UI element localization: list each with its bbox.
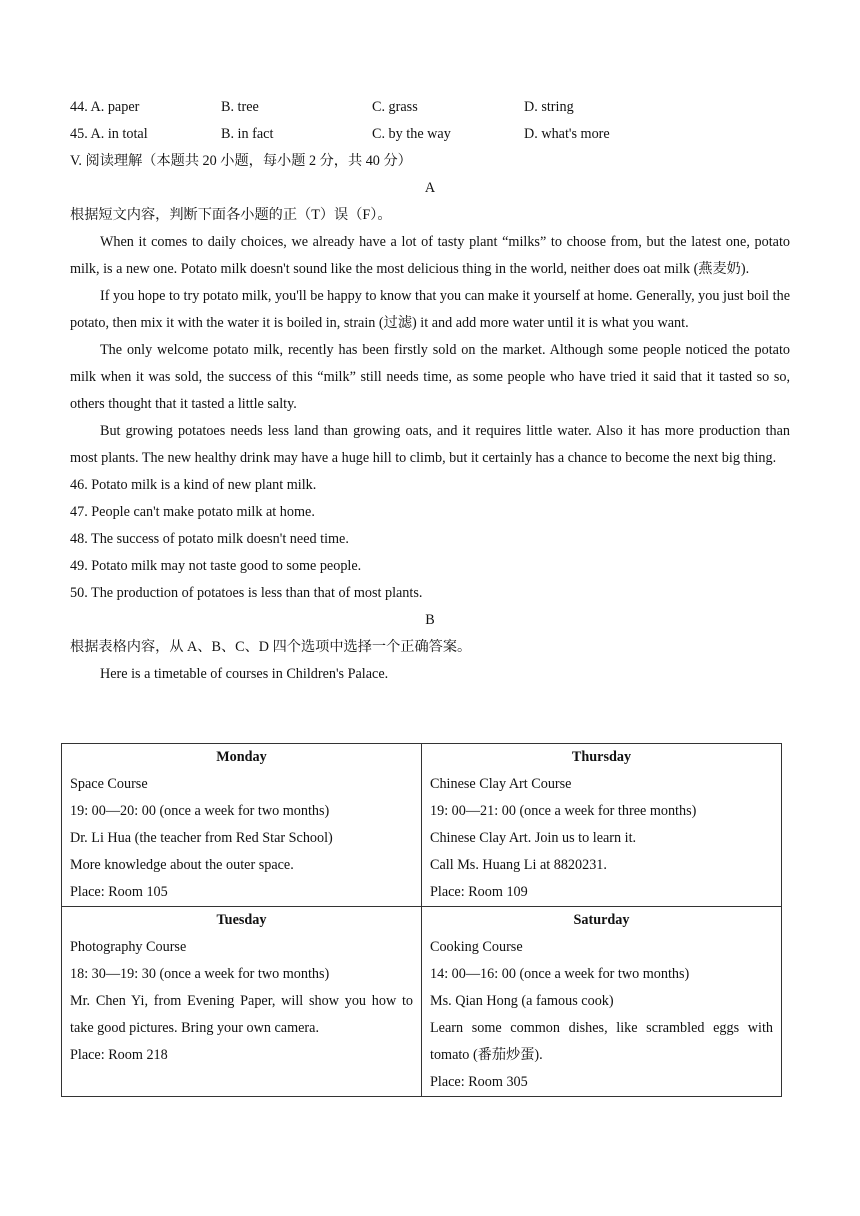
exam-page bbox=[70, 94, 790, 688]
course-name: Chinese Clay Art Course bbox=[430, 776, 572, 792]
option-b: B. in fact bbox=[221, 126, 274, 142]
option-c: C. grass bbox=[372, 99, 418, 115]
passage-paragraph: If you hope to try potato milk, you'll be happy to know that you can make it yourself at home. Generally, you just boil the potato, then mix it with the water it is boiled in, strain (过滤) it and add more water until it is what you want. bbox=[70, 288, 790, 331]
course-contact: Call Ms. Huang Li at 8820231. bbox=[430, 857, 607, 873]
course-time: 18: 30—19: 30 (once a week for two months) bbox=[70, 966, 330, 982]
course-description: Chinese Clay Art. Join us to learn it. bbox=[430, 830, 637, 846]
course-place: Place: Room 105 bbox=[70, 884, 168, 900]
passage-paragraph: When it comes to daily choices, we already have a lot of tasty plant “milks” to choose from, but the latest one, potato milk, is a new one. Potato milk doesn't sound like the most delicious thing in the world, neither does oat milk (燕麦奶). bbox=[70, 234, 790, 277]
day-heading: Monday bbox=[216, 749, 267, 765]
day-heading: Tuesday bbox=[216, 912, 267, 928]
part-b-instruction: 根据表格内容，从 A、B、C、D 四个选项中选择一个正确答案。 bbox=[70, 639, 472, 655]
course-name: Space Course bbox=[70, 776, 148, 792]
course-place: Place: Room 109 bbox=[430, 884, 528, 900]
question-49: 49. Potato milk may not taste good to some people. bbox=[70, 558, 362, 574]
option-d: D. string bbox=[524, 99, 574, 115]
course-place: Place: Room 305 bbox=[430, 1074, 528, 1090]
tuesday-cell bbox=[62, 907, 422, 1097]
section-title: V. 阅读理解（本题共 20 小题，每小题 2 分，共 40 分） bbox=[70, 153, 412, 169]
question-48: 48. The success of potato milk doesn't need time. bbox=[70, 531, 349, 547]
part-b-label: B bbox=[425, 612, 435, 628]
course-name: Cooking Course bbox=[430, 939, 523, 955]
question-44-options bbox=[70, 94, 790, 121]
course-place: Place: Room 218 bbox=[70, 1047, 168, 1063]
course-description: Mr. Chen Yi, from Evening Paper, will show you how to take good pictures. Bring your own camera. bbox=[70, 993, 413, 1036]
option-a: 45. A. in total bbox=[70, 126, 148, 142]
saturday-cell bbox=[422, 907, 782, 1097]
option-d: D. what's more bbox=[524, 126, 610, 142]
passage-paragraph: But growing potatoes needs less land than growing oats, and it requires little water. Also it has more production than most plants. The new healthy drink may have a huge hill to climb, but it certainly has a chance to become the next big thing. bbox=[70, 423, 790, 466]
course-timetable bbox=[61, 743, 782, 1097]
course-description: Learn some common dishes, like scrambled eggs with tomato (番茄炒蛋). bbox=[430, 1020, 773, 1063]
question-45-options bbox=[70, 121, 790, 148]
course-name: Photography Course bbox=[70, 939, 187, 955]
question-50: 50. The production of potatoes is less than that of most plants. bbox=[70, 585, 423, 601]
part-a-label: A bbox=[424, 180, 436, 196]
course-time: 14: 00—16: 00 (once a week for two months) bbox=[430, 966, 690, 982]
option-b: B. tree bbox=[221, 99, 259, 115]
part-a-instruction: 根据短文内容，判断下面各小题的正（T）误（F）。 bbox=[70, 207, 392, 223]
day-heading: Saturday bbox=[573, 912, 630, 928]
day-heading: Thursday bbox=[571, 749, 632, 765]
course-teacher: Dr. Li Hua (the teacher from Red Star School) bbox=[70, 830, 333, 846]
course-time: 19: 00—20: 00 (once a week for two months) bbox=[70, 803, 330, 819]
passage-paragraph: The only welcome potato milk, recently has been firstly sold on the market. Although some people noticed the potato milk when it was sold, the success of this “milk” still needs time, as some people who have tried it said that it tasted so so, others thought that it tasted a little salty. bbox=[70, 342, 790, 412]
option-c: C. by the way bbox=[372, 126, 451, 142]
course-teacher: Ms. Qian Hong (a famous cook) bbox=[430, 993, 614, 1009]
question-46: 46. Potato milk is a kind of new plant milk. bbox=[70, 477, 317, 493]
timetable-intro: Here is a timetable of courses in Children's Palace. bbox=[100, 666, 389, 682]
course-description: More knowledge about the outer space. bbox=[70, 857, 294, 873]
course-time: 19: 00—21: 00 (once a week for three months) bbox=[430, 803, 697, 819]
monday-cell bbox=[62, 744, 422, 907]
option-a: 44. A. paper bbox=[70, 99, 140, 115]
thursday-cell bbox=[422, 744, 782, 907]
question-47: 47. People can't make potato milk at home. bbox=[70, 504, 315, 520]
